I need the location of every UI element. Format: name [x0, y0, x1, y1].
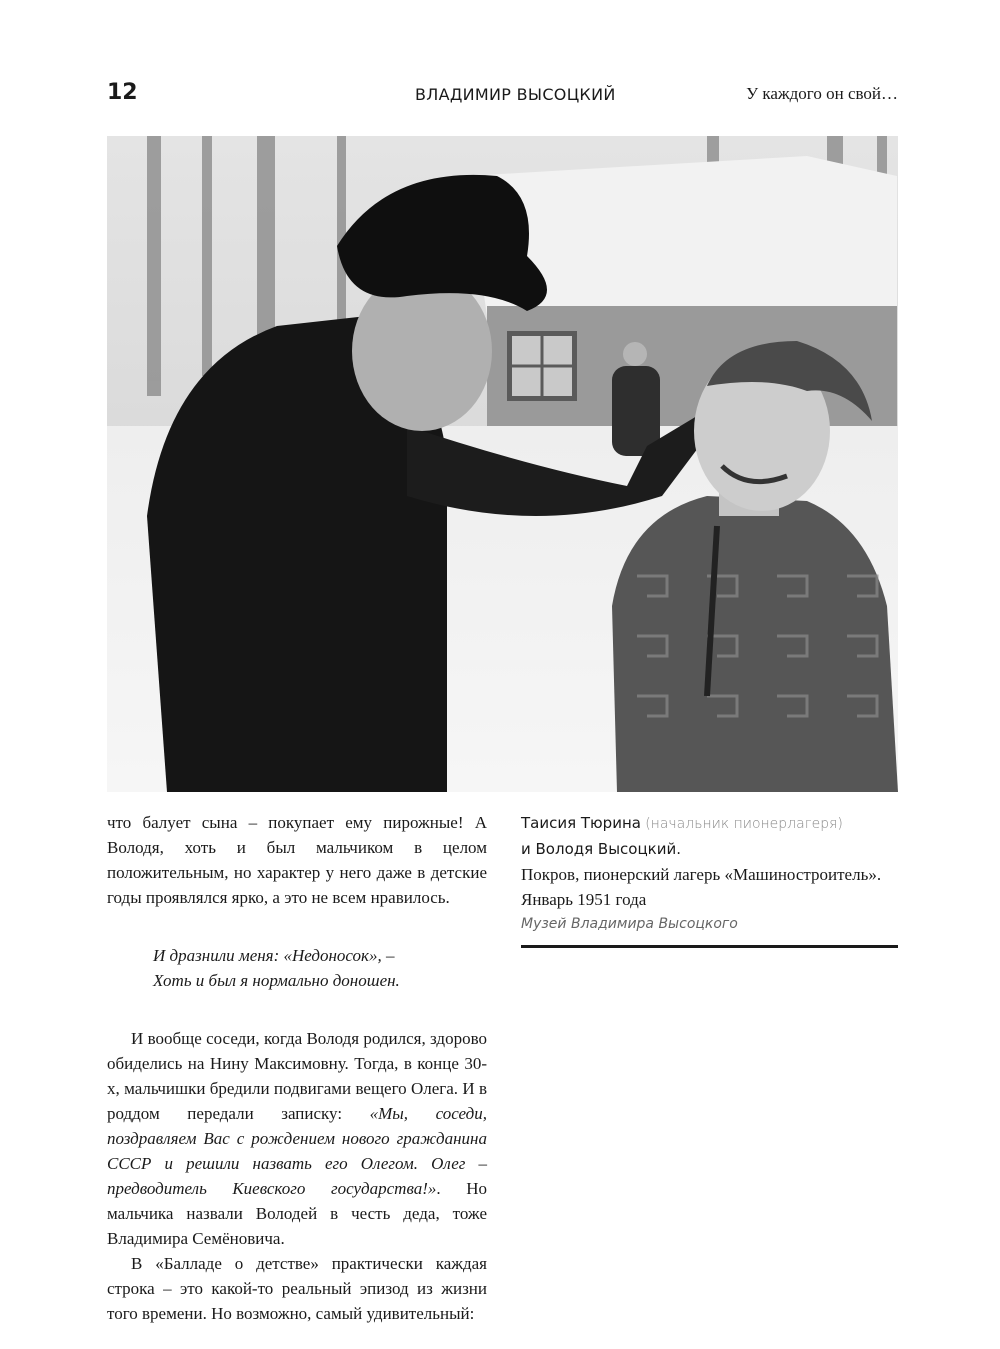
- running-title: ВЛАДИМИР ВЫСОЦКИЙ: [415, 85, 616, 104]
- page-header: [107, 80, 898, 110]
- poem-line-1: И дразнили меня: «Недоносок», –: [153, 946, 395, 965]
- poem-excerpt: [153, 943, 487, 993]
- paragraph-2-quote: «Мы, соседи, поздравляем Вас с рождением нового гражданина СССР и решили назвать его Олегом. Олег – предводитель Киевского государства!»: [107, 1104, 487, 1198]
- caption-name-1: Таисия Тюрина: [521, 814, 641, 832]
- poem-line-2: Хоть и был я нормально доношен.: [153, 971, 400, 990]
- running-section-title: У каждого он свой…: [746, 84, 898, 103]
- photo-illustration: [107, 136, 898, 792]
- body-text-column: [107, 810, 487, 1326]
- photo-caption: [521, 810, 898, 937]
- paragraph-2-start: И вообще соседи, когда Володя родился, здорово обиделись на Нину Максимовну. Тогда, в конце 30-х, мальчишки бредили подвигами вещего Олега. И в роддом передали записку:: [107, 1029, 487, 1123]
- page-number: 12: [107, 80, 138, 105]
- paragraph-3: В «Балладе о детстве» практически каждая строка – это какой-то реальный эпизод из жизни того времени. Но возможно, самый удивительный:: [107, 1254, 487, 1323]
- caption-name-2: и Володя Высоцкий.: [521, 840, 682, 858]
- paragraph-2: [107, 1026, 487, 1251]
- caption-credit: Музей Владимира Высоцкого: [521, 916, 738, 932]
- caption-divider: [521, 945, 898, 948]
- caption-role: (начальник пионерлагеря): [645, 816, 843, 832]
- caption-date: Январь 1951 года: [521, 890, 647, 909]
- caption-place: Покров, пионерский лагерь «Машиностроитель».: [521, 865, 882, 884]
- archival-photo: [107, 136, 898, 792]
- paragraph-2-end: . Но мальчика назвали Володей в честь деда, тоже Владимира Семёновича.: [107, 1179, 487, 1248]
- paragraph-1: что балует сына – покупает ему пирожные! А Володя, хоть и был мальчиком в целом положительным, но характер у него даже в детские годы проявлялся ярко, а это не всем нравилось.: [107, 813, 487, 907]
